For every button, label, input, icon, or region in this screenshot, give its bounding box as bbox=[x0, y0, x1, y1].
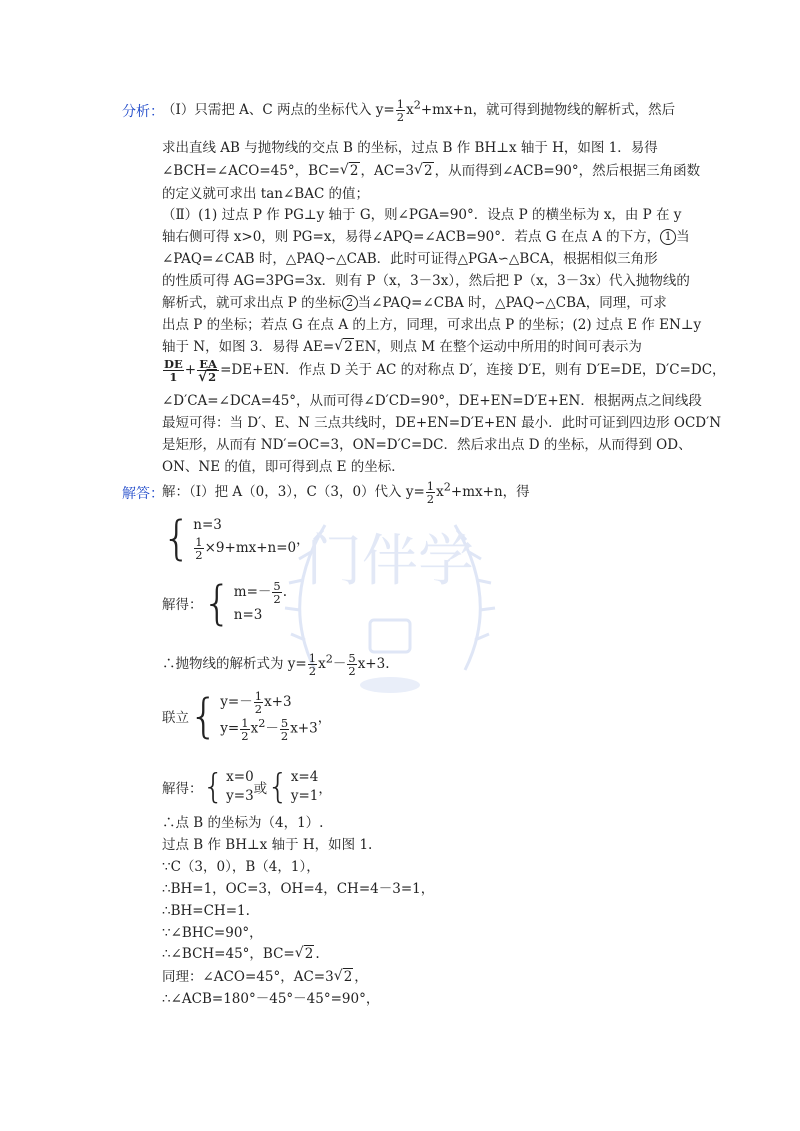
solution-line: 同理：∠ACO=45°，AC=3√ 2 ， bbox=[162, 969, 368, 985]
analysis-line: 求出直线 AB 与抛物线的交点 B 的坐标，过点 B 作 BH⊥x 轴于 H，如图 1．易得 bbox=[162, 140, 658, 156]
sqrt: √ 2 bbox=[334, 339, 355, 355]
circled-number: 2 bbox=[342, 295, 358, 311]
analysis-line: ∠BCH=∠ACO=45°，BC=√ 2 ，AC=3√ 2 ，从而得到∠ACB=90°，然后根据三角函数 bbox=[162, 163, 700, 179]
analysis-line: ON、NE 的值，即可得到点 E 的坐标． bbox=[162, 459, 405, 475]
analysis-line: 出点 P 的坐标；若点 G 在点 A 的上方，同理，可求出点 P 的坐标；(2) 过点 E 作 EN⊥y bbox=[162, 317, 702, 333]
sqrt: √ 2 bbox=[334, 969, 355, 985]
analysis-line: 是矩形，从而有 ND′=OC=3，ON=D′C=DC．然后求出点 D 的坐标，从而得到 OD、 bbox=[162, 437, 692, 453]
equation-system: 联立 { y=－ $\frac{1}{2}$ x+3 y= $\frac{1}{2}$ $x^2-$ $\frac{5}{2}$ x+3 ， bbox=[162, 688, 332, 743]
solution-line: ∴BH=CH=1. bbox=[162, 903, 250, 919]
analysis-line: 轴右侧可得 x>0，则 PG=x，易得∠APQ=∠ACB=90°．若点 G 在点 A 的下方， 1 当 bbox=[162, 229, 690, 245]
sqrt: √ 2 bbox=[340, 163, 361, 179]
equation-system: { n=3 $\frac{1}{2}$ ×9+mx+n=0 ， bbox=[162, 511, 310, 566]
analysis-line: $\frac{DE}{1}$ + EA √ 2 =DE+EN．作点 D 关于 AC 的对称点 D′，连接 D′E，则有 D′E=DE，D′C=DC， bbox=[162, 358, 726, 383]
analysis-line: ∠PAQ=∠CAB 时，△PAQ∽△CAB．此时可证得△PGA∽△BCA，根据相似三角形 bbox=[162, 251, 658, 267]
sqrt: √ 2 bbox=[414, 163, 435, 179]
solution-line: ∴抛物线的解析式为 y= $\frac{1}{2}$ $x^2-$ $\frac{5}{2}$ x+3. bbox=[162, 651, 390, 679]
analysis-line: 的定义就可求出 tan∠BAC 的值； bbox=[162, 186, 370, 202]
solution-line: ∵C（3，0），B（4，1）， bbox=[162, 859, 320, 875]
equation-system: 解得： { m=－ $\frac{5}{2}$ . n=3 bbox=[162, 576, 288, 631]
circled-number: 1 bbox=[660, 229, 676, 245]
analysis-line: 轴于 N，如图 3．易得 AE=√ 2 EN，则点 M 在整个运动中所用的时间可表示为 bbox=[162, 339, 642, 355]
analysis-line: 最短可得：当 D′、E、N 三点共线时，DE+EN=D′E+EN 最小．此时可证到四边形 OCD′N bbox=[162, 415, 722, 431]
solution-line: ∴∠BCH=45°，BC=√ 2 . bbox=[162, 946, 320, 962]
solution-line: ∴点 B 的坐标为（4，1）. bbox=[162, 815, 324, 831]
analysis-line: （Ⅰ）只需把 A、C 两点的坐标代入 y= $\frac{1}{2}$ $x^2+mx+n$，就可得到抛物线的解析式，然后 bbox=[162, 97, 676, 125]
fraction: $\frac{1}{2}$ bbox=[396, 97, 405, 125]
analysis-line: ∠D′CA=∠DCA=45°，从而可得∠D′CD=90°，DE+EN=D′E+EN．根据两点之间线段 bbox=[162, 393, 702, 409]
equation-system: 解得： { x=0 y=3 或 { x=4 y=1 ， bbox=[162, 766, 332, 807]
solution-line: 解：（Ⅰ）把 A（0，3），C（3，0）代入 y= $\frac{1}{2}$ $x^2+mx+n$，得 bbox=[162, 479, 530, 507]
analysis-line: （Ⅱ）(1) 过点 P 作 PG⊥y 轴于 G，则∠PGA=90°．设点 P 的横坐标为 x，由 P 在 y bbox=[162, 207, 682, 223]
solution-label: 解答： bbox=[122, 486, 164, 502]
analysis-label: 分析： bbox=[122, 104, 164, 120]
analysis-line: 解析式，就可求出点 P 的坐标 2 当∠PAQ=∠CBA 时，△PAQ∽△CBA，同理，可求 bbox=[162, 295, 667, 311]
solution-line: ∵∠BHC=90°， bbox=[162, 925, 263, 941]
analysis-line: 的性质可得 AG=3PG=3x．则有 P（x，3－3x），然后把 P（x，3－3x）代入抛物线的 bbox=[162, 273, 690, 289]
solution-line: 过点 B 作 BH⊥x 轴于 H，如图 1. bbox=[162, 837, 373, 853]
watermark-text: 门伴学 bbox=[306, 529, 474, 594]
sqrt: √ 2 bbox=[295, 946, 316, 962]
solution-line: ∴BH=1，OC=3，OH=4，CH=4－3=1， bbox=[162, 881, 435, 897]
solution-line: ∴∠ACB=180°－45°－45°=90°， bbox=[162, 991, 380, 1007]
